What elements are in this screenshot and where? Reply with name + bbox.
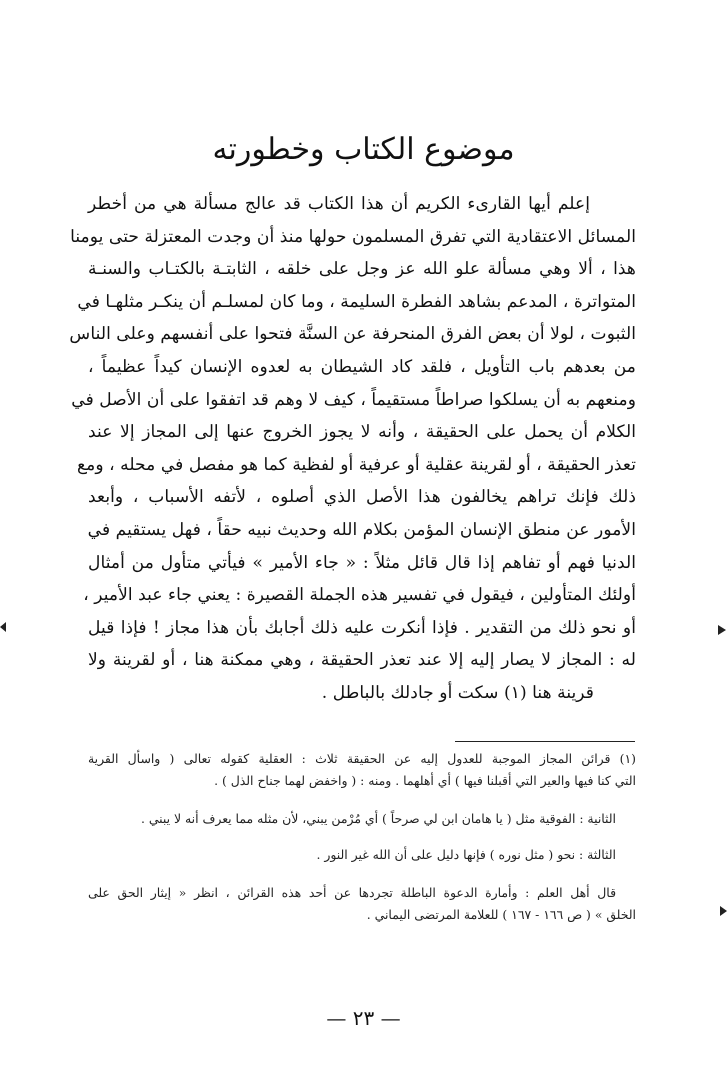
- margin-mark-icon: [0, 622, 6, 632]
- margin-mark-icon: [720, 906, 727, 916]
- body-line: له : المجاز لا يصار إليه إلا عند تعذر الحقيقة ، وهي ممكنة هنا ، أو لقرينة ولا: [88, 650, 636, 671]
- body-line: أولئك المتأولين ، فيقول في تفسير هذه الجملة القصيرة : يعني جاء عبد الأمير ،: [83, 585, 636, 606]
- footnote-line: قال أهل العلم : وأمارة الدعوة الباطلة تجردها عن أحد هذه القرائن ، انظر « إيثار الحق على: [88, 885, 616, 900]
- body-line: الأمور عن منطق الإنسان المؤمن بكلام الله وحديث نبيه حقاً ، فهل يستقيم في: [87, 519, 636, 540]
- body-line: أو نحو ذلك من التقدير . فإذا أنكرت عليه ذلك أجابك بأن هذا مجاز ! فإذا قيل: [88, 617, 636, 638]
- body-line: هذا ، ألا وهي مسألة علو الله عز وجل على خلقه ، الثابتـة بالكتـاب والسنـة: [88, 259, 636, 280]
- body-line: قرينة هنا (١) سكت أو جادلك بالباطل .: [321, 682, 594, 703]
- body-line: من بعدهم باب التأويل ، فلقد كاد الشيطان به لعدوه الإنسان كيداً عظيماً ،: [88, 356, 636, 377]
- body-line: المسائل الاعتقادية التي تفرق المسلمون حولها منذ أن وجدت المعتزلة حتى يومنا: [70, 226, 636, 247]
- footnote-line: الثالثة : نحو ( مثل نوره ) فإنها دليل على أن الله غير النور .: [316, 847, 616, 862]
- footnote-line: الخلق » ( ص ١٦٦ - ١٦٧ ) للعلامة المرتضى اليماني .: [366, 907, 636, 922]
- body-line: الدنيا فهم أو تفاهم إذا قال قائل مثلاً : « جاء الأمير » فيأتي متأول من أمثال: [88, 552, 636, 573]
- body-line: الكلام أن يحمل على الحقيقة ، وأنه لا يجوز الخروج عنها إلى المجاز إلا عند: [88, 422, 636, 443]
- body-line: إعلم أيها القارىء الكريم أن هذا الكتاب قد عالج مسألة هي من أخطر: [88, 194, 590, 214]
- margin-mark-icon: [718, 625, 726, 635]
- footnote-divider: [455, 741, 635, 742]
- footnotes: [88, 748, 636, 926]
- body-line: ومنعهم به أن يسلكوا صراطاً مستقيماً ، كيف لا وهم قد اتفقوا على أن الأصل في: [71, 389, 636, 410]
- page-number: — ٢٣ —: [326, 1006, 401, 1030]
- body-line: ذلك فإنك تراهم يخالفون هذا الأصل الذي أصلوه ، لأتفه الأسباب ، وأبعد: [88, 487, 636, 508]
- footnote-line: التي كنا فيها والعير التي أقبلنا فيها ) أي أهلهما . ومنه : ( واخفض لهما جناح الذل ) .: [214, 773, 636, 788]
- page-title: موضوع الكتاب وخطورته: [212, 132, 515, 167]
- main-body-text: [69, 188, 636, 710]
- body-line: تعذر الحقيقة ، أو لقرينة عقلية أو عرفية أو لفظية كما هو مفصل في محله ، ومع: [77, 454, 636, 475]
- footnote-line: الثانية : الفوقية مثل ( يا هامان ابن لي صرحاً ) أي مُرْمن يبني، لأن مثله مما يعرف أنه لا يبني .: [140, 811, 616, 826]
- body-line: الثبوت ، لولا أن بعض الفرق المنحرفة عن السنَّة فتحوا على أنفسهم وعلى الناس: [69, 324, 636, 345]
- body-line: المتواترة ، المدعم بشاهد الفطرة السليمة ، وما كان لمسلـم أن ينكـر مثلهـا في: [77, 291, 636, 312]
- footnote-line: (١) قرائن المجاز الموجبة للعدول إليه عن الحقيقة ثلاث : العقلية كقوله تعالى ( واسأل القرية: [88, 751, 636, 766]
